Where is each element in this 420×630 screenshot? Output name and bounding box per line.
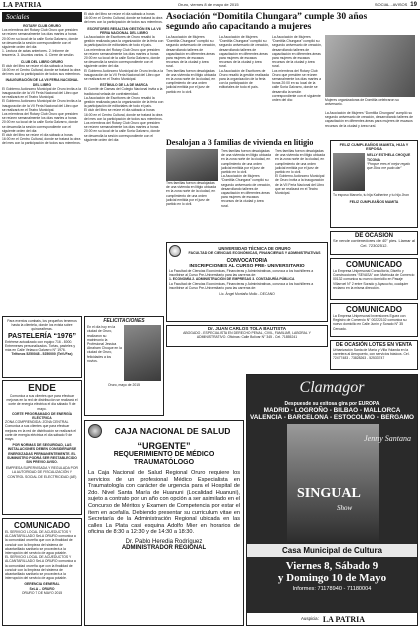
ende-zona: ZONA COMPRENDIDA: ZONA CENTRAL — [5, 420, 69, 425]
lotes-title: DE OCASIÓN LOTES EN VENTA — [335, 342, 413, 348]
caja-title: CAJA NACIONAL DE SALUD — [114, 426, 231, 436]
caja-urgente: “URGENTE” — [137, 441, 191, 451]
conv-extra: La Facultad de Ciencias Económicas, Financieras y Administrativas, convoca a los bachilleres a inscribirse al Curso Pre-Universitario para las carreras de: — [169, 281, 314, 290]
sela-body: EL SERVICIO LOCAL DE ACUEDUCTOS Y ALCANTARILLADO SeLA ORURO comunica a la comunidad orureña que con la finalidad de concluir con la limpieza del sistema de alcantarillado sanitario se procederá a la interrupción del servicio de agua potable. — [5, 530, 76, 556]
ocasion1-body: Se vende contenedores de 40" pies. Llamar al Cel. 72302512. — [333, 238, 415, 248]
ocasion1-title: DE OCASIÓN — [354, 233, 393, 239]
boda-by: Oruro, mayo de 2015 — [107, 383, 141, 388]
felicitaciones-cumple-ad — [330, 140, 418, 228]
feria-body-extra: El Gobierno Autónomo Municipal de Oruro invita a la inauguración de la VII Feria Nacional del Libro que se realizará en el Teatro Municipal. — [2, 99, 81, 112]
felicitaciones-boda-ad — [84, 316, 164, 416]
caja-sub: REQUERIMIENTO DE MÉDICO TRAUMATÓLOGO — [113, 451, 215, 466]
abogado-title: Dr. JUAN CARLOS TOLA BAUTISTA — [207, 326, 287, 331]
show-name: SINGUAL — [297, 486, 361, 501]
page-number: 19 — [410, 1, 417, 8]
university-seal-icon — [169, 245, 181, 257]
comunicado2-body: La Empresa Unipersonal Inversiones Eguez con Registro de Comercio N° 00222102 comunica su nuevo domicilio en Calle Junín y Sorado N° 35 Cercado. — [333, 314, 407, 331]
conv-label: CONVOCATORIA — [226, 258, 268, 264]
boda-title: FELICITACIONES — [103, 318, 145, 324]
issue-date: Oruro, viernes 8 de mayo de 2015 — [177, 2, 239, 7]
lotes-body: Urbanización Santa de María y Villa Yolanda en la carretera al Aeropuerto, con servicios básicos. Cel. 72477483 - 73828263 - 52533747 — [333, 348, 410, 361]
asociacion-headline: Asociación “Domitila Chungara” cumple 30 años — [166, 12, 368, 22]
ende-corte-ad — [2, 380, 82, 515]
asociacion-article — [166, 12, 418, 132]
conv-title: INSCRIPCIONES AL CURSO PRE- UNIVERSITARIO — [189, 264, 305, 269]
feria-body-extra3: El club del libro se reúne el día sábado a horas 16:00 en el Centro Cultural, donde se tratará la obra del mes con la participación de todos sus miembros. — [2, 133, 81, 146]
ocasion-lotes-ad — [330, 340, 418, 370]
asociacion-caption-body: La Asociación de Mujeres “Domitila Chungara” cumplió su segundo aniversario de creación, desarrollando talleres de capacitación en diferentes áreas para mujeres de escasos recursos de la ciudad y área rural. — [325, 111, 414, 128]
vivienda-body-1: Tres familias fueron desalojadas de una vivienda en litigio ubicada en la zona norte de la ciudad, en cumplimiento de una orden judicial emitida por el juez de partido en lo civil. — [166, 181, 216, 207]
vivienda-body-3b: El Gobierno Autónomo Municipal de Oruro invita a la inauguración de la VII Feria Nacional del Libro que se realizará en el Teatro Municipal. — [275, 174, 325, 196]
rotary-body: Los miembros del Rotary Club Oruro que presiden se reúnen semanalmente los días martes a horas 20:00 en su local de la calle Soria Galvarro, donde se desarrolla la sesión correspondiente con el siguiente orden del día: — [2, 28, 78, 50]
asociacion-body-col1: La Asociación de Mujeres “Domitila Chungara” cumplió su segundo aniversario de creación, desarrollando talleres de capacitación en diferentes áreas para mujeres de escasos recursos de la ciudad y área rural. — [166, 35, 216, 69]
conv-body: La Facultad de Ciencias Económicas, Financieras y Administrativas, convoca a los bachilleres a inscribirse al Curso Pre-Universitario para las carreras de: — [169, 269, 314, 278]
rotary-title: ROTARY CLUB ORURO — [23, 24, 61, 28]
asociacion-body-col3: La Asociación de Mujeres “Domitila Chungara” cumplió su segundo aniversario de creación, desarrollando talleres de capacitación en diferentes áreas para mujeres de escasos recursos de la ciudad y área rural. — [272, 35, 322, 69]
feria-body-extra2: Los miembros del Rotary Club Oruro que presiden se reúnen semanalmente los días martes a horas 20:00 en su local de la calle Soria Galvarro, donde se desarrolla la sesión correspondiente con el siguiente orden del día: — [2, 112, 78, 133]
cumple-photo — [333, 153, 365, 191]
vivienda-body-2b: La Asociación de Mujeres “Domitila Chungara” cumplió su segundo aniversario de creación, desarrollando talleres de capacitación en diferentes áreas para mujeres de escasos recursos de la ciudad y área rural. — [221, 174, 271, 208]
sela-title: COMUNICADO — [14, 521, 70, 530]
clamagor-brand: Clamagor — [299, 379, 365, 396]
ende-title: CORTE PROGRAMADO DE ENERGÍA ELÉCTRICA — [11, 411, 73, 421]
clamagor-concert-ad — [246, 374, 418, 626]
ende-body-2: Comunica a sus clientes que para efectuar mejoras en la red de distribución se realizará el corte de energía eléctrica el día sábado 9 de mayo. — [5, 424, 77, 442]
cumple-name: NELLY ESTHELA CHOQUE TICONA — [367, 153, 411, 162]
ende-normas: POR NORMAS DE SEGURIDAD, LAS INSTALACIONES DEBEN CONSIDERARSE ENERGIZADAS PERMANENTEMENTE. EL SUMINISTRO PODRÁ SER RESTABLECIDO SIN PREVIO AVISO. — [7, 443, 77, 465]
conv-fac: FACULTAD DE CIENCIAS ECONÓMICAS, FINANCIERAS Y ADMINISTRATIVAS — [188, 251, 321, 255]
feria-body: El Gobierno Autónomo Municipal de Oruro invita a la inauguración de la VII Feria Nacional del Libro que se realizará en el Teatro Municipal. — [2, 86, 81, 100]
vivienda-body-3: Tres familias fueron desalojadas de una vivienda en litigio ubicada en la zona norte de la ciudad, en cumplimiento de una orden judicial emitida por el juez de partido en lo civil. — [275, 149, 325, 175]
cumple-title: FELIZ CUMPLEAÑOS MAMITA, HIJA Y ESPOSA — [339, 143, 409, 152]
vivienda-headline: Desalojan a 3 familias de vivienda en litigio — [166, 138, 314, 147]
page-header — [0, 0, 420, 10]
conv-carreras: 1. ECONOMÍA 2. ADMINISTRACIÓN DE EMPRESAS 3. CONTADURÍA PÚBLICA — [169, 277, 295, 282]
pasteleria-body: Entérese actualizado con equipo 716 - 8000. Entremeses personalizados. Tortas, pasteles y más en Calle Velasco Galvarro N° 1976. — [5, 339, 76, 353]
club-libro-title: CLUB DEL LIBRO ORURO — [20, 59, 64, 64]
escritores-title: ESCRITORES RESALTAN GESTIÓN EN LA VII FERIA NACIONAL DEL LIBRO — [87, 26, 161, 35]
boda-body: En el día hoy en la ciudad de Oruro, realizaron su matrimonio la Profesional Jessica Abraham Choque en la ciudad de Oruro, felicidades a los novios. — [87, 325, 122, 363]
asociacion-body-col3b: Los miembros del Rotary Club Oruro que presiden se reúnen semanalmente los días martes a horas 20:00 en su local de la calle Soria Galvarro, donde se desarrolla la sesión correspondiente con el siguiente orden del día: — [272, 68, 321, 103]
concert-dates-2: y Domingo 10 de Mayo — [277, 572, 387, 584]
feria-title: INAUGURACIÓN DE LA VII FERIA NACIONAL DEL LIBRO — [5, 78, 79, 87]
rotary-items: 1. Lectura de actas anteriores. 2. Informe de tesorería. 3. Asuntos varios. 4. Cierre de sesión. — [2, 49, 75, 58]
sociales-banner: Sociales — [2, 12, 82, 22]
abogado-body: ABOGADO - ESPECIALISTA EN DERECHO PENAL, CIVIL, FAMILIAR, LABORAL Y ADMINISTRATIVO. Oficinas: Calle Bolívar N° 345 - Cel. 71855241 — [183, 331, 311, 340]
clamagor-line2: MADRID - LOGROÑO - BILBAO - MALLORCA — [263, 407, 401, 414]
comunicado-sela-ad — [2, 518, 82, 626]
cumple-footer: FELIZ CUMPLEAÑOS MAMITA — [349, 199, 399, 204]
asociacion-body-col2: La Asociación de Mujeres “Domitila Chungara” cumplió su segundo aniversario de creación, desarrollando talleres de capacitación en diferentes áreas para mujeres de escasos recursos de la ciudad y área rural. — [219, 35, 269, 69]
sela-body-2: EL SERVICIO LOCAL DE ACUEDUCTOS Y ALCANTARILLADO SeLA ORURO comunica a la comunidad orureña que con la finalidad de concluir con la limpieza del sistema de alcantarillado sanitario se procederá a la interrupción del servicio de agua potable. — [5, 555, 76, 581]
caja-cargo: ADMINISTRADOR REGIONAL — [121, 544, 207, 551]
asociacion-caption: Mujeres organizadoras de Domitila celebraron su aniversario. — [325, 98, 399, 107]
ende-sello: EMPRESA SUPERVISADA Y REGULADA POR LA AUTORIDAD DE FISCALIZACIÓN Y CONTROL SOCIAL DE ELECTRICIDAD (AE) — [6, 466, 78, 479]
ocasion-contenedores-ad — [330, 231, 418, 255]
comunicado2-title: COMUNICADO — [346, 305, 402, 314]
comunicado-sevasa-ad — [330, 258, 418, 300]
pasteleria-ad — [2, 316, 82, 378]
abogado-ad — [166, 325, 328, 347]
pasteleria-top: Para eventos cumbais, los pequeños tenemos hasta la clientela, donde los exista sobre quinceañeras. — [7, 319, 77, 332]
caja-firma: Dr. Pablo Heredia Rodríguez — [125, 538, 203, 545]
escritores-body-2: Los miembros del Rotary Club Oruro que presiden se reúnen semanalmente los días martes a horas 20:00 en su local de la calle Soria Galvarro, donde se desarrolla la sesión correspondiente con el siguiente orden del día: — [84, 47, 160, 69]
show-label: Show — [337, 504, 353, 512]
sela-firm: GERENCIA GENERAL — [24, 582, 60, 587]
auspicio-logo: LA PATRIA — [322, 614, 365, 624]
ende-body: Comunica a sus clientes que para efectuar mejoras en la red de distribución se realizará el corte de energía eléctrica el día sábado 9 de mayo. — [6, 394, 78, 411]
cumple-text: “Porque eres el mejor regalo que Dios me pudo dar” — [367, 161, 410, 171]
comunicado1-title: COMUNICADO — [346, 260, 402, 269]
club-libro-body: El club del libro se reúne el día sábado a horas 16:00 en el Centro Cultural, donde se tratará la obra del mes con la participación de todos sus miembros. — [2, 63, 81, 77]
estimulo-title: ESTÍMULO DE LA DE MARCA — [100, 83, 148, 88]
asociacion-body-col2b: La Asociación de Escritores de Oruro resaltó la gestión realizada para la organización de la feria con la participación de editoriales de todo el país. — [219, 68, 269, 90]
vivienda-photo — [166, 149, 218, 181]
estimulo-body-2: La Asociación de Escritores de Oruro resaltó la gestión realizada para la organización de la feria con la participación de editoriales de todo el país. — [84, 95, 164, 109]
asociacion-subhead: segundo año capacitando a mujeres — [166, 21, 312, 32]
newspaper-logo: LA PATRIA — [3, 0, 42, 9]
vivienda-article — [166, 138, 326, 238]
section-name: SOCIAL - AVISOS — [374, 2, 408, 7]
concert-info: Informes: 71178940 - 71180004 — [292, 586, 372, 592]
artist-name: Jenny Santana — [364, 434, 411, 443]
vivienda-body-2: Tres familias fueron desalojadas de una vivienda en litigio ubicada en la zona norte de la ciudad, en cumplimiento de una orden judicial emitida por el juez de partido en lo civil. — [221, 149, 271, 175]
sociales-continued-body: El club del libro se reúne el día sábado a horas 16:00 en el Centro Cultural, donde se tratará la obra del mes con la participación de todos sus miembros. — [84, 12, 163, 25]
comunicado1-body: La Empresa Unipersonal Consultoría, Diseño y Construcciones “SEVASA” con Matrícula de Comercio 00132 comunica su nuevo domicilio en Pasaje Villarroel N° 2 entre Sorado y Ayacucho, cualquier reclamo en la misma dirección. — [333, 269, 415, 290]
escritores-body-3: El Gobierno Autónomo Municipal de Oruro invita a la inauguración de la VII Feria Nacional del Libro que se realizará en el Teatro Municipal. — [84, 68, 163, 82]
convocatoria-uto-ad — [166, 242, 328, 322]
pasteleria-firm: Telfonos 5250048 - 5250000 (Telf./Fax) — [11, 352, 73, 357]
venue: Casa Municipal de Cultura — [281, 546, 383, 555]
sociales-column-2 — [84, 12, 164, 312]
estimulo-body-4: Los miembros del Rotary Club Oruro que presiden se reúnen semanalmente los días martes a horas 20:00 en su local de la calle Soria Galvarro, donde se desarrolla la sesión correspondiente con el siguiente orden del día: — [84, 121, 160, 142]
auspicio-label: Auspicia: — [301, 615, 319, 621]
caja-nacional-ad — [84, 420, 244, 626]
cumple-signed: Tu esposo Marcelo, tu hija Katherine y tu hijo Jhon — [333, 193, 410, 198]
asociacion-photo — [325, 35, 415, 97]
pasteleria-title: PASTELERÍA “1976” — [7, 332, 77, 340]
sociales-column — [2, 12, 82, 312]
conv-firma: Lic. Ángel Montaño Mollo - DECANO — [219, 292, 275, 297]
sela-date: ORURO 7 DE MAYO 2015 — [21, 590, 63, 595]
clamagor-line3: VALENCIA - BARCELONA - ESTOCOLMO - BERGAMO — [249, 414, 415, 421]
estimulo-body-3: El club del libro se reúne el día sábado a horas 16:00 en el Centro Cultural, donde se tratará la obra del mes con la participación de todos sus miembros. — [84, 108, 163, 121]
concert-dates: Viernes 8, Sábado 9 — [285, 560, 379, 572]
clamagor-line1: Despuesde su exitosa gira por EUROPA — [284, 401, 380, 407]
conv-univ: UNIVERSIDAD TÉCNICA DE ORURO — [218, 245, 291, 251]
sela-org: SeLA – ORURO — [29, 586, 55, 591]
escritores-body: La Asociación de Escritores de Oruro resaltó la gestión realizada para la organización de la feria con la participación de editoriales de todo el país. — [84, 35, 164, 48]
estimulo-body: El Comité de Damas del Colegio Nacional invita a la tradicional velada de confraternidad. — [84, 87, 163, 96]
ende-logo: ENDE — [28, 383, 56, 394]
comunicado-eguez-ad — [330, 303, 418, 337]
caja-body: La Caja Nacional de Salud Regional Oruro requiere los servicios de un profesional Médico Especialista en Traumatología con carácter de urgencia para el Hospital de 2do. Nivel Santa María de Huanuni (Localidad Huanuni), sujeto a contrato por un año con opción a ser asimilado en el Concurso de Méritos y Examen de Competencia por estar el ítem en acefalía. Debiendo presentar su curriculum vitae en Secretaría de la Administración Regional ubicada en las calles La Plata casi esquina Adolfo Mier en horarios de oficina de 8:30 a 12:30 y de 14:30 a 18:30. — [88, 470, 240, 536]
caja-logo-icon — [88, 424, 102, 438]
asociacion-body-col1b: Tres familias fueron desalojadas de una vivienda en litigio ubicada en la zona norte de la ciudad, en cumplimiento de una orden judicial emitida por el juez de partido en lo civil. — [166, 68, 216, 94]
boda-photo — [124, 325, 161, 381]
